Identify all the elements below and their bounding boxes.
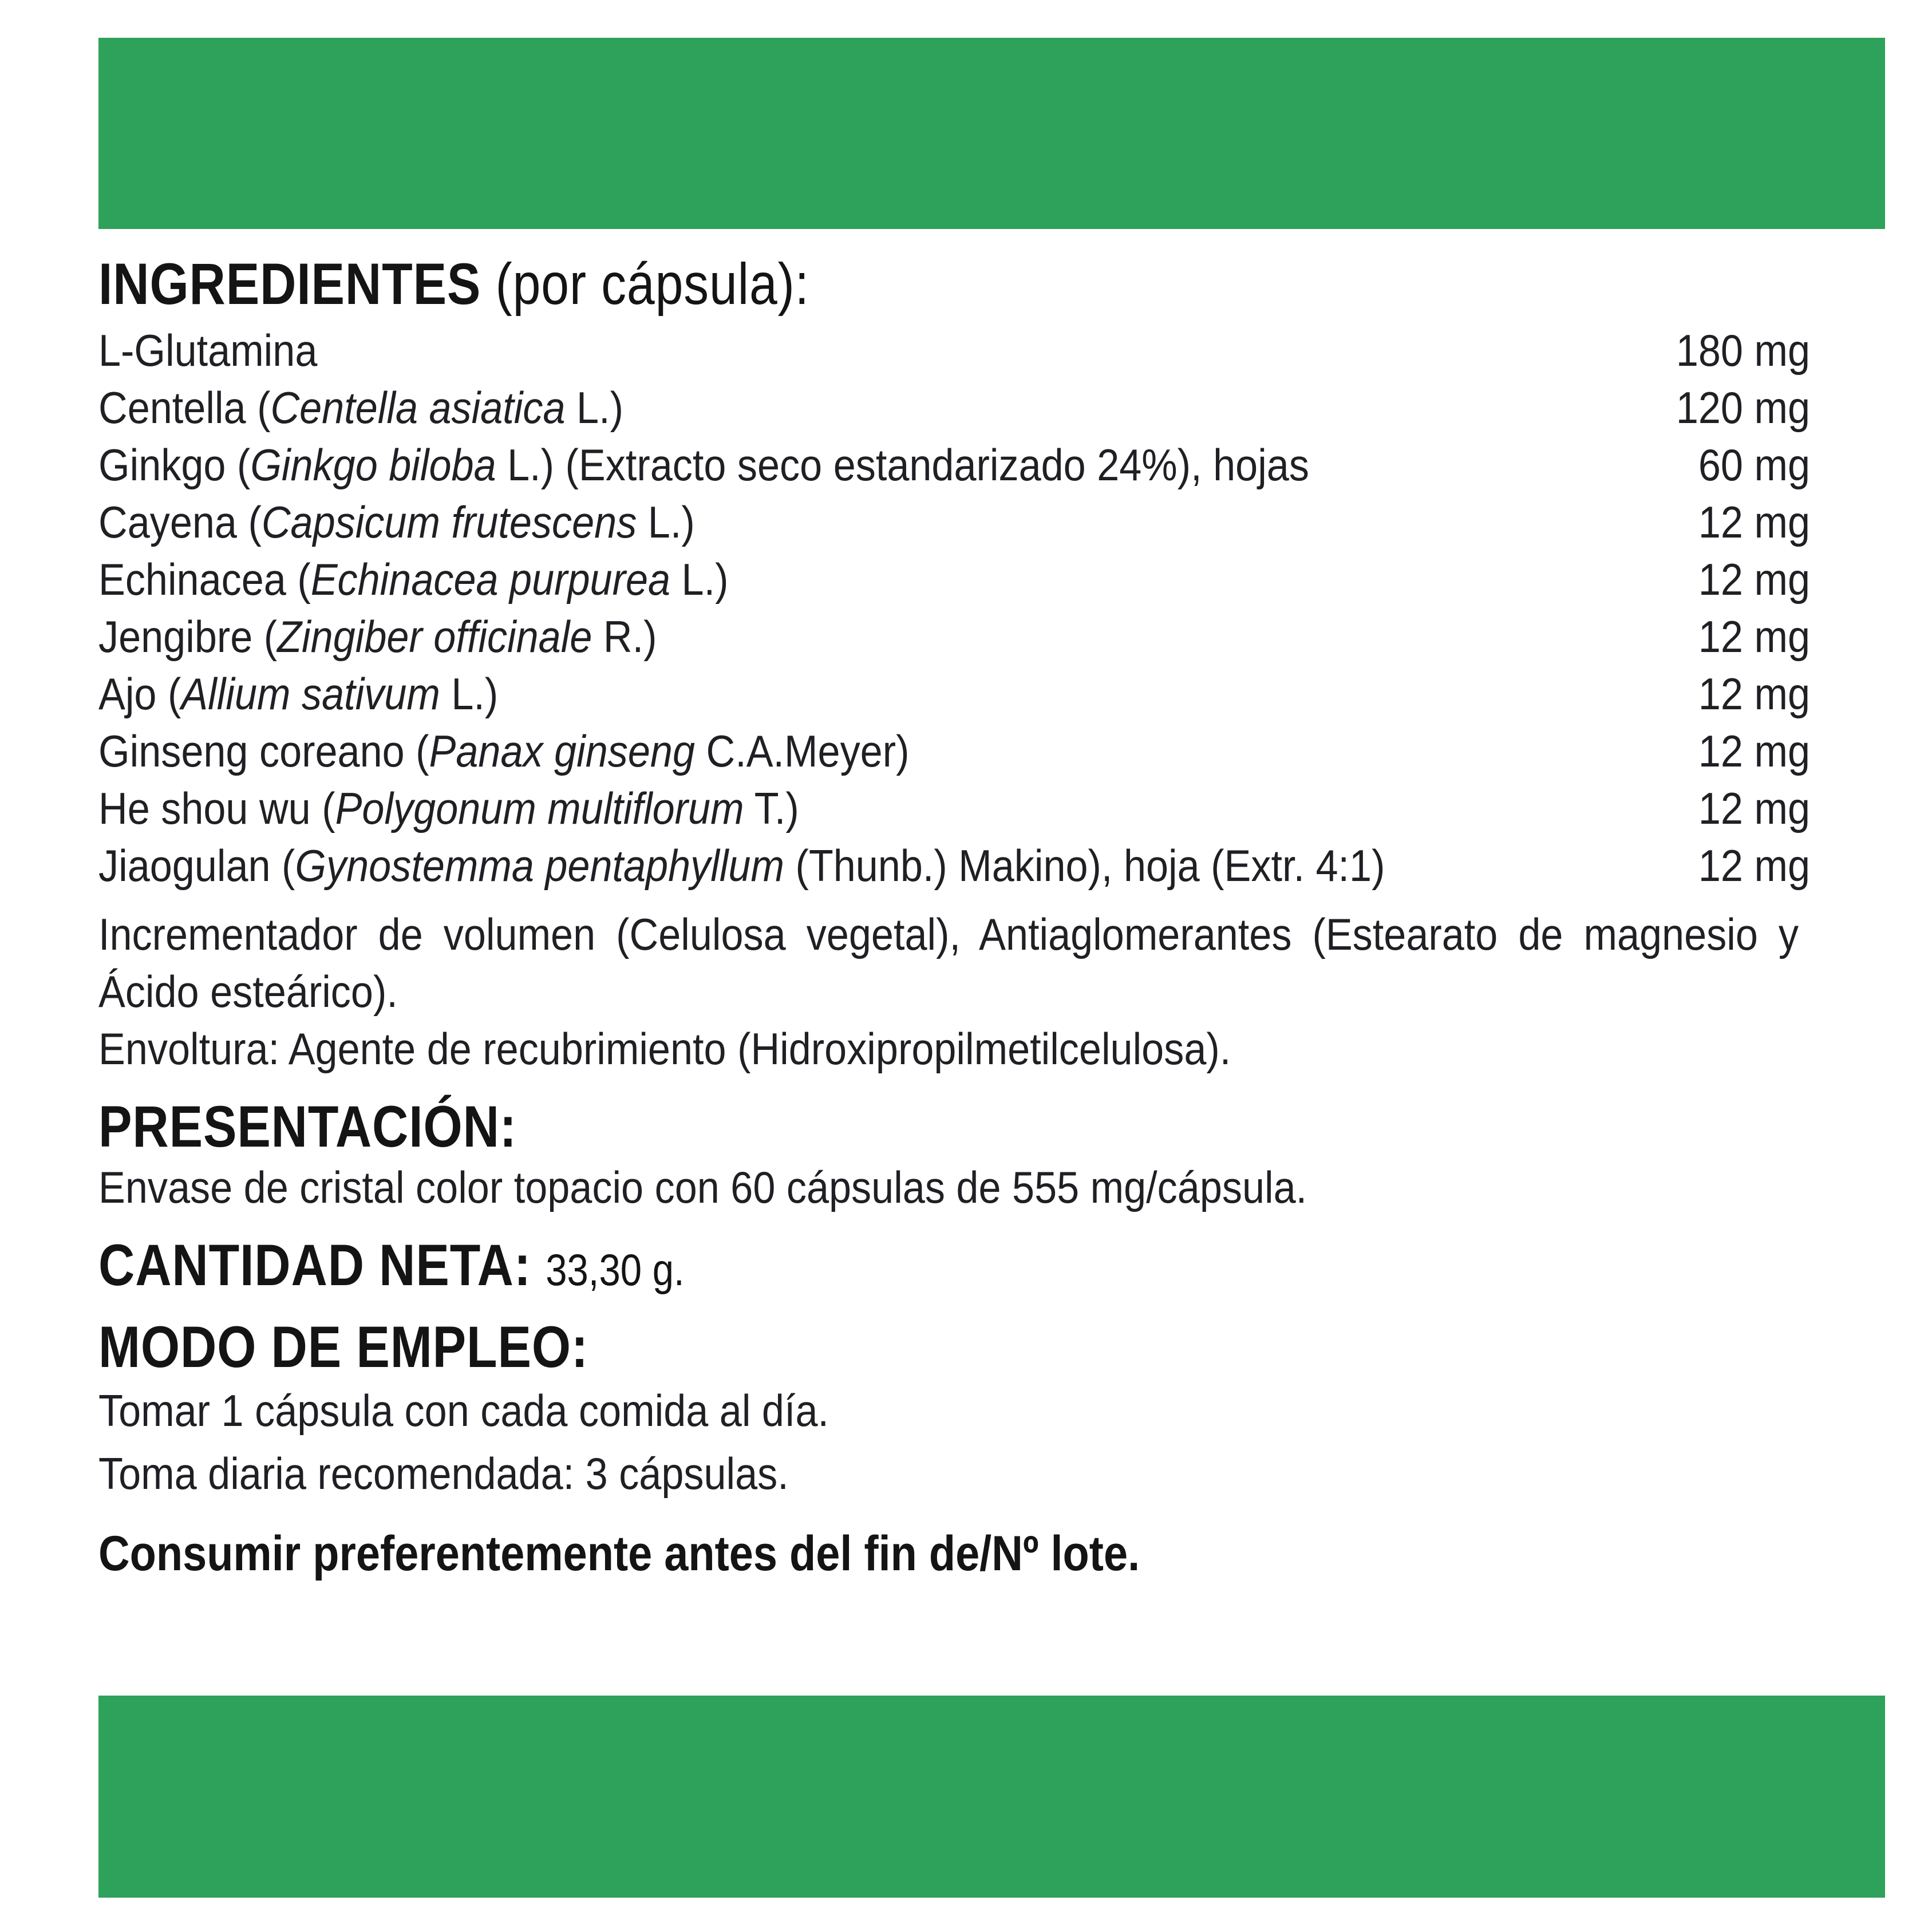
net-quantity-value: 33,30 g. <box>546 1244 685 1295</box>
ingredient-row <box>98 322 1810 379</box>
ingredient-amount: 12 mg <box>1698 611 1810 662</box>
ingredient-latin: Gynostemma pentaphyllum <box>295 840 784 891</box>
ingredient-name: Echinacea ( <box>98 554 311 605</box>
usage-heading: MODO DE EMPLEO: <box>98 1314 589 1380</box>
ingredient-amount: 12 mg <box>1698 497 1810 548</box>
ingredient-name: He shou wu ( <box>98 783 335 834</box>
excipients-text: Incrementador de volumen (Celulosa vegetal), Antiaglomerantes (Estearato de magnesio y Ácido esteárico). <box>98 909 1799 1017</box>
ingredient-row <box>98 493 1810 551</box>
ingredient-row <box>98 722 1810 780</box>
ingredient-row <box>98 837 1810 894</box>
ingredient-row <box>98 551 1810 608</box>
ingredient-name: Ginseng coreano ( <box>98 726 429 777</box>
ingredient-amount: 12 mg <box>1698 669 1810 720</box>
presentation-heading: PRESENTACIÓN: <box>98 1094 517 1160</box>
ingredient-latin: Capsicum frutescens <box>261 497 637 548</box>
ingredient-latin: Centella asiatica <box>270 382 566 433</box>
ingredient-suffix: (Thunb.) Makino), hoja (Extr. 4:1) <box>784 840 1385 891</box>
ingredient-amount: 12 mg <box>1698 554 1810 605</box>
coating-text: Envoltura: Agente de recubrimiento (Hidroxipropilmetilcelulosa). <box>98 1024 1231 1074</box>
usage-line: Toma diaria recomendada: 3 cápsulas. <box>98 1448 789 1499</box>
ingredient-row <box>98 780 1810 837</box>
bottom-green-banner <box>98 1696 1885 1898</box>
ingredient-name: Jengibre ( <box>98 611 278 662</box>
presentation-text: Envase de cristal color topacio con 60 cápsulas de 555 mg/cápsula. <box>98 1162 1307 1213</box>
ingredient-latin: Allium sativum <box>181 669 440 720</box>
ingredient-amount: 180 mg <box>1676 325 1810 376</box>
ingredient-suffix: L.) <box>440 669 499 720</box>
ingredient-amount: 12 mg <box>1698 840 1810 891</box>
ingredient-suffix: R.) <box>592 611 657 662</box>
ingredient-name: L-Glutamina <box>98 325 318 376</box>
ingredient-name: Centella ( <box>98 382 271 433</box>
ingredient-suffix: T.) <box>744 783 799 834</box>
ingredient-suffix: L.) <box>637 497 695 548</box>
label-content <box>98 252 1810 1585</box>
ingredient-suffix: L.) (Extracto seco estandarizado 24%), hojas <box>496 440 1309 491</box>
ingredient-row <box>98 436 1810 493</box>
ingredient-latin: Panax ginseng <box>429 726 696 777</box>
ingredients-heading <box>98 252 1570 316</box>
ingredient-amount: 12 mg <box>1698 726 1810 777</box>
ingredients-subtitle: (por cápsula): <box>495 251 809 317</box>
ingredient-row <box>98 608 1810 665</box>
ingredient-latin: Zingiber officinale <box>277 611 592 662</box>
ingredient-row <box>98 379 1810 436</box>
ingredient-amount: 120 mg <box>1676 382 1810 433</box>
net-quantity-title: CANTIDAD NETA: <box>98 1232 531 1298</box>
ingredient-latin: Polygonum multiflorum <box>335 783 744 834</box>
usage-line: Tomar 1 cápsula con cada comida al día. <box>98 1385 829 1436</box>
ingredient-name: Ajo ( <box>98 669 181 720</box>
ingredient-name: Ginkgo ( <box>98 440 251 491</box>
ingredient-latin: Ginkgo biloba <box>250 440 496 491</box>
ingredient-amount: 60 mg <box>1698 440 1810 491</box>
ingredient-name: Jiaogulan ( <box>98 840 295 891</box>
ingredient-suffix: L.) <box>565 382 623 433</box>
ingredient-amount: 12 mg <box>1698 783 1810 834</box>
ingredients-list <box>98 322 1810 894</box>
ingredient-latin: Echinacea purpurea <box>310 554 671 605</box>
ingredient-suffix: C.A.Meyer) <box>695 726 910 777</box>
ingredient-suffix: L.) <box>670 554 729 605</box>
net-quantity-heading <box>98 1233 1570 1297</box>
best-before-notice: Consumir preferentemente antes del fin de/Nº lote. <box>98 1526 1140 1581</box>
ingredient-name: Cayena ( <box>98 497 262 548</box>
top-green-banner <box>98 38 1885 229</box>
ingredient-row <box>98 665 1810 722</box>
ingredients-title: INGREDIENTES <box>98 251 481 317</box>
